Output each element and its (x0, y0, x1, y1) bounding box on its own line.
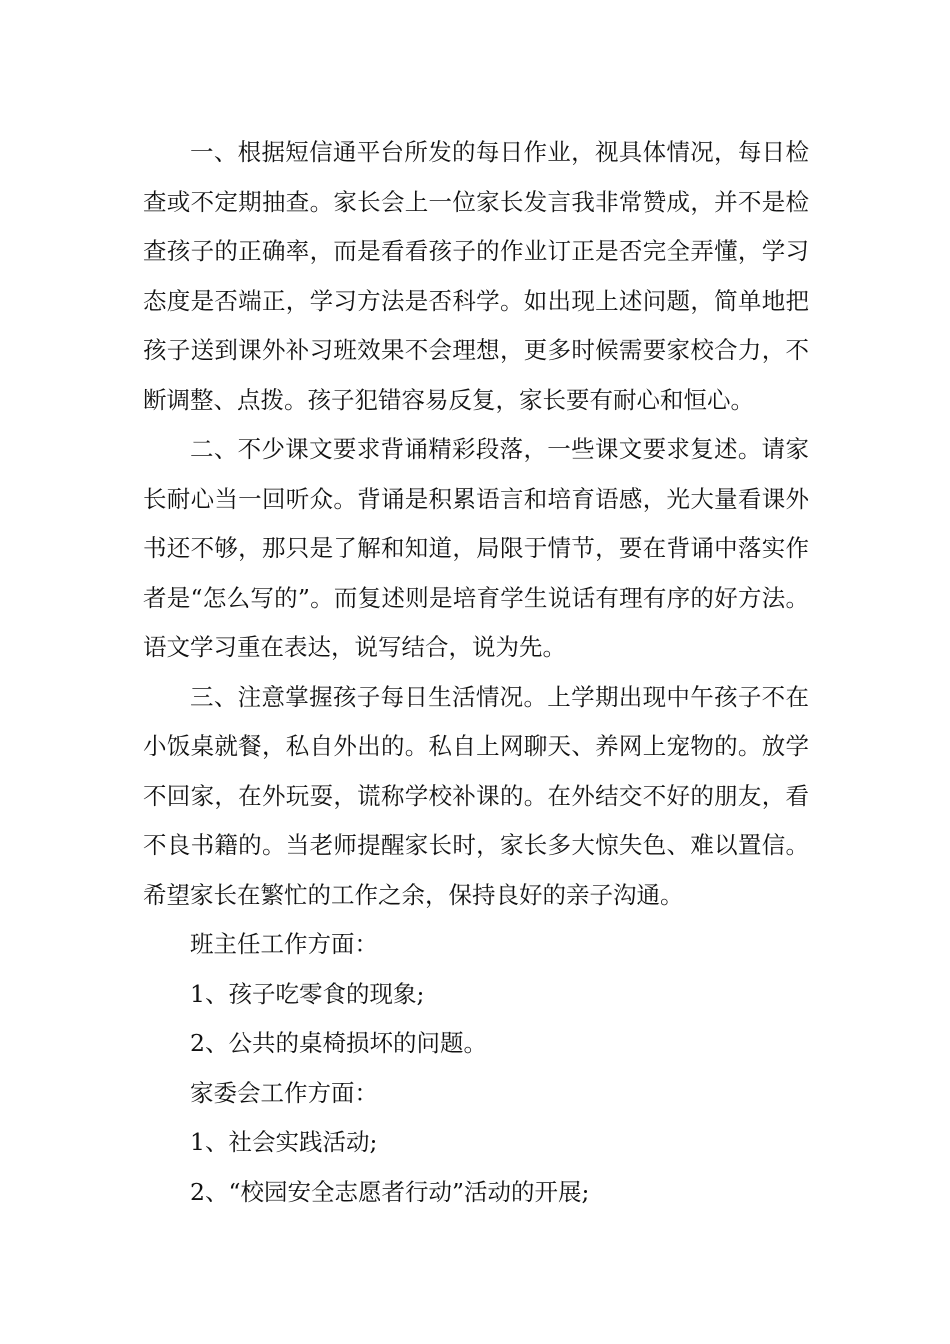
committee-item-2: 2、“校园安全志愿者行动”活动的开展; (190, 1177, 590, 1206)
committee-section-heading: 家委会工作方面： (190, 1078, 378, 1107)
paragraph-homework-check: 一、根据短信通平台所发的每日作业，视具体情况，每日检查或不定期抽查。家长会上一位家长发言我非常赞成，并不是检查孩子的正确率，而是看看孩子的作业订正是否完全弄懂，学习态度是否端正，学习方法是否科学。如出现上述问题，简单地把孩子送到课外补习班效果不会理想，更多时候需要家校合力，不断调整、点拨。孩子犯错容易反复，家长要有耐心和恒心。 (143, 138, 809, 414)
paragraph-recitation: 二、不少课文要求背诵精彩段落，一些课文要求复述。请家长耐心当一回听众。背诵是积累语言和培育语感，光大量看课外书还不够，那只是了解和知道，局限于情节，要在背诵中落实作者是“怎么写的”。而复述则是培育学生说话有理有序的好方法。语文学习重在表达，说写结合，说为先。 (143, 435, 809, 661)
teacher-item-2: 2、公共的桌椅损坏的问题。 (190, 1029, 487, 1057)
paragraph-daily-life: 三、注意掌握孩子每日生活情况。上学期出现中午孩子不在小饭桌就餐，私自外出的。私自上网聊天、养网上宠物的。放学不回家，在外玩耍，谎称学校补课的。在外结交不好的朋友，看不良书籍的。当老师提醒家长时，家长多大惊失色、难以置信。希望家长在繁忙的工作之余，保持良好的亲子沟通。 (143, 682, 809, 909)
teacher-section-heading: 班主任工作方面： (190, 930, 378, 958)
teacher-item-1: 1、孩子吃零食的现象; (190, 979, 425, 1008)
document-body (143, 128, 809, 1217)
committee-item-1: 1、社会实践活动; (190, 1128, 378, 1156)
